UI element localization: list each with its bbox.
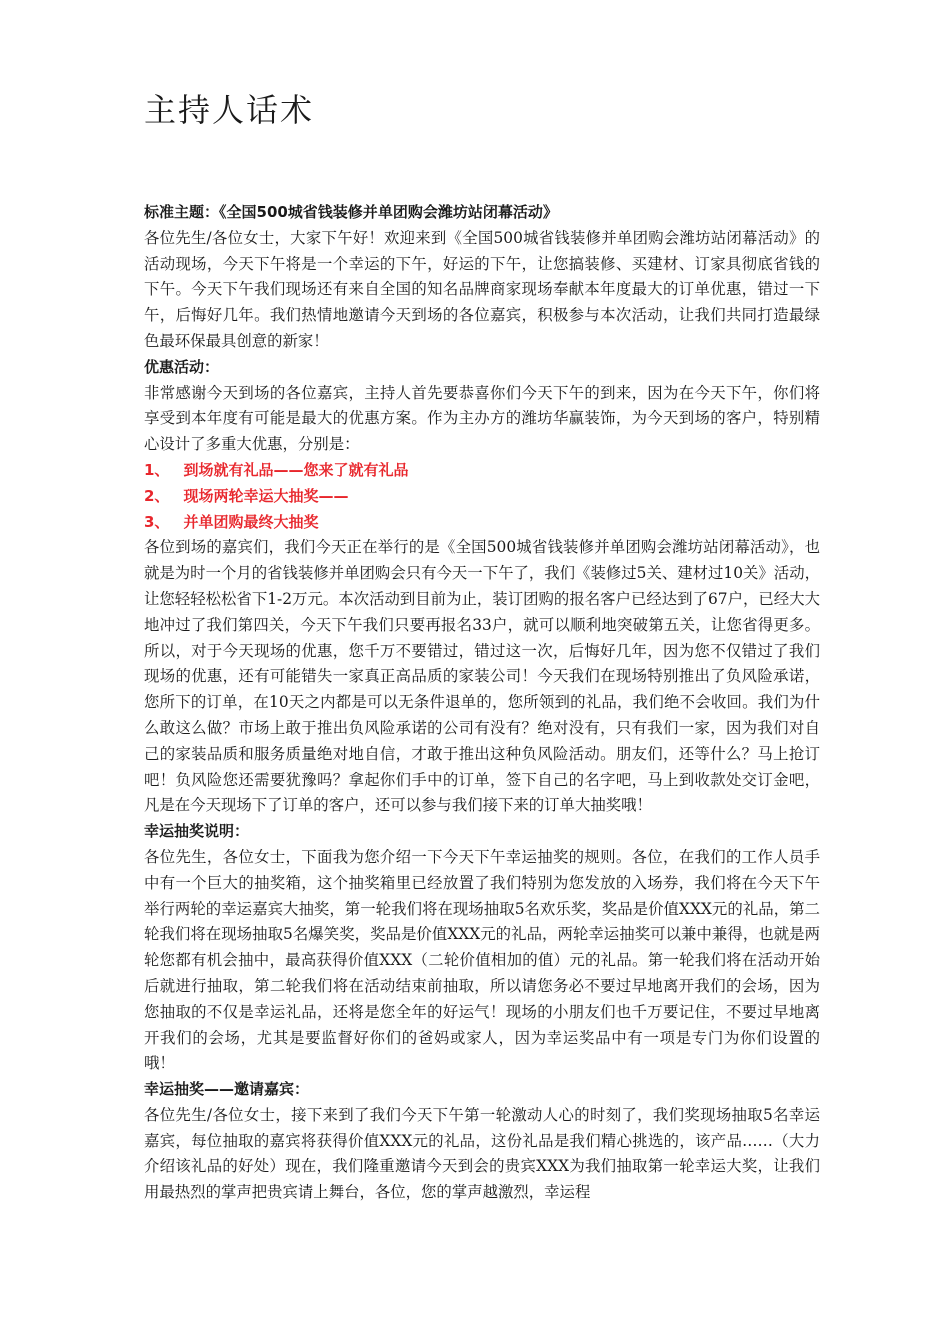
offer-item-text: 到场就有礼品——您来了就有礼品: [183, 460, 409, 479]
document-title: 主持人话术: [144, 91, 315, 129]
document-body: [144, 200, 820, 1206]
offer-intro-paragraph: 非常感谢今天到场的各位嘉宾，主持人首先要恭喜你们今天下午的到来，因为在今天下午，你们将享受到本年度有可能是最大的优惠方案。作为主办方的潍坊华赢装饰，为今天到场的客户，特别精心设计了多重大优惠，分别是：: [144, 383, 820, 454]
offer-heading: 优惠活动：: [144, 357, 220, 376]
intro-paragraph: 各位先生/各位女士，大家下午好！欢迎来到《全国500城省钱装修并单团购会潍坊站闭幕活动》的活动现场，今天下午将是一个幸运的下午，好运的下午，让您搞装修、买建材、订家具彻底省钱的下午。今天下午我们现场还有来自全国的知名品牌商家现场奉献本年度最大的订单优惠，错过一下午，后悔好几年。我们热情地邀请今天到场的各位嘉宾，积极参与本次活动，让我们共同打造最绿色最环保最具创意的新家！: [144, 228, 820, 350]
offer-item-text: 现场两轮幸运大抽奖——: [183, 486, 349, 505]
offer-item: [144, 484, 820, 510]
lottery-paragraph: 各位先生，各位女士，下面我为您介绍一下今天下午幸运抽奖的规则。各位，在我们的工作人员手中有一个巨大的抽奖箱，这个抽奖箱里已经放置了我们特别为您发放的入场券，我们将在今天下午举行两轮的幸运嘉宾大抽奖，第一轮我们将在现场抽取5名欢乐奖，奖品是价值XXX元的礼品，第二轮我们将在现场抽取5名爆笑奖，奖品是价值XXX元的礼品，两轮幸运抽奖可以兼中兼得，也就是两轮您都有机会抽中，最高获得价值XXX（二轮价值相加的值）元的礼品。第一轮我们将在活动开始后就进行抽取，第二轮我们将在活动结束前抽取，所以请您务必不要过早地离开我们的会场，因为您抽取的不仅是幸运礼品，还将是您全年的好运气！现场的小朋友们也千万要记住，不要过早地离开我们的会场，尤其是要监督好你们的爸妈或家人，因为幸运奖品中有一项是专门为你们设置的哦！: [144, 847, 820, 1073]
lottery-heading: 幸运抽奖说明：: [144, 822, 250, 841]
invite-paragraph: 各位先生/各位女士，接下来到了我们今天下午第一轮激动人心的时刻了，我们奖现场抽取5名幸运嘉宾，每位抽取的嘉宾将获得价值XXX元的礼品，这份礼品是我们精心挑选的，该产品……（大力介绍该礼品的好处）现在，我们隆重邀请今天到会的贵宾XXX为我们抽取第一轮幸运大奖，让我们用最热烈的掌声把贵宾请上舞台，各位，您的掌声越激烈，幸运程: [144, 1105, 820, 1202]
offer-item-text: 并单团购最终大抽奖: [183, 512, 319, 531]
invite-heading: 幸运抽奖——邀请嘉宾：: [144, 1080, 310, 1099]
offer-item: [144, 458, 820, 484]
offer-item-number: 1、: [144, 460, 170, 479]
theme-heading: 标准主题：《全国500城省钱装修并单团购会潍坊站闭幕活动》: [144, 203, 558, 221]
offer-item: [144, 510, 820, 536]
offer-item-number: 3、: [144, 512, 170, 531]
offer-item-number: 2、: [144, 486, 170, 505]
offer-body-paragraph: 各位到场的嘉宾们，我们今天正在举行的是《全国500城省钱装修并单团购会潍坊站闭幕活动》，也就是为时一个月的省钱装修并单团购会只有今天一下午了，我们《装修过5关、建材过10关》活动，让您轻轻松松省下1-2万元。本次活动到目前为止，装订团购的报名客户已经达到了67户，已经大大地冲过了我们第四关，今天下午我们只要再报名33户，就可以顺利地突破第五关，让您省得更多。所以，对于今天现场的优惠，您千万不要错过，错过这一次，后悔好几年，因为您不仅错过了我们现场的优惠，还有可能错失一家真正高品质的家装公司！今天我们在现场特别推出了负风险承诺，您所下的订单，在10天之内都是可以无条件退单的，您所领到的礼品，我们绝不会收回。我们为什么敢这么做？市场上敢于推出负风险承诺的公司有没有？绝对没有，只有我们一家，因为我们对自己的家装品质和服务质量绝对地自信，才敢于推出这种负风险活动。朋友们，还等什么？马上抢订吧！负风险您还需要犹豫吗？拿起你们手中的订单，签下自己的名字吧，马上到收款处交订金吧，凡是在今天现场下了订单的客户，还可以参与我们接下来的订单大抽奖哦！: [144, 538, 820, 815]
